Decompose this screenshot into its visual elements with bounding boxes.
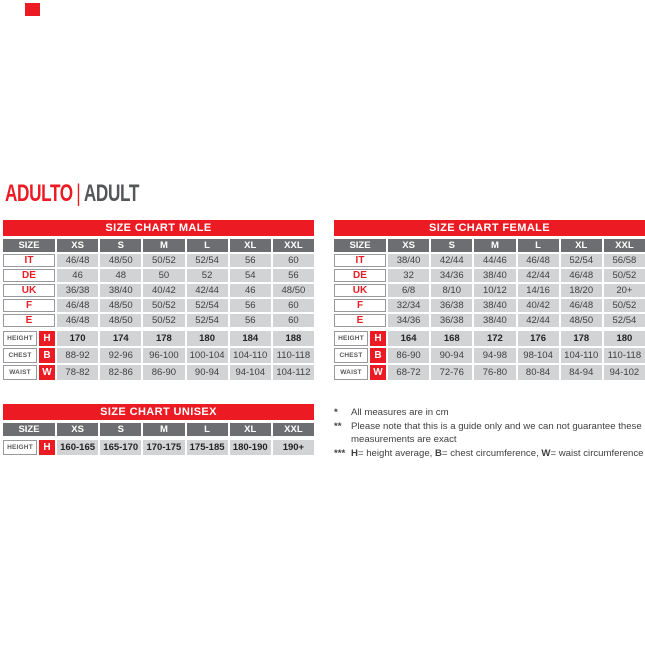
data-cell: 168 — [431, 331, 472, 346]
page-title-separator: | — [76, 180, 81, 207]
measure-badge: H — [39, 440, 55, 455]
data-cell: 84-94 — [561, 365, 602, 380]
data-cell: 52/54 — [187, 299, 228, 312]
data-cell: 88-92 — [57, 348, 98, 363]
data-cell: 90-94 — [187, 365, 228, 380]
column-header-cell: L — [518, 239, 559, 252]
footnote — [334, 447, 645, 460]
data-cell: 164 — [388, 331, 429, 346]
column-header-cell: XL — [561, 239, 602, 252]
column-header-cell: XL — [230, 423, 271, 436]
data-cell: 36/38 — [431, 299, 472, 312]
data-cell: 56/58 — [604, 254, 645, 267]
measure-grid — [3, 331, 314, 380]
row-label-cell: UK — [3, 284, 55, 297]
data-cell: 78-82 — [57, 365, 98, 380]
footnote — [334, 406, 645, 419]
size-chart-unisex-table — [3, 404, 314, 455]
data-cell: 104-112 — [273, 365, 314, 380]
data-cell: 42/44 — [431, 254, 472, 267]
data-cell: 56 — [273, 269, 314, 282]
measure-badge: H — [370, 331, 386, 346]
measure-label-cell: WAIST — [334, 365, 368, 380]
footnote — [334, 420, 645, 446]
data-cell: 175-185 — [187, 440, 228, 455]
data-cell: 96-100 — [143, 348, 184, 363]
column-header-cell: L — [187, 239, 228, 252]
size-grid — [3, 423, 314, 436]
data-cell: 76-80 — [474, 365, 515, 380]
column-header-cell: XS — [57, 239, 98, 252]
data-cell: 50/52 — [143, 314, 184, 327]
data-cell: 110-118 — [273, 348, 314, 363]
data-cell: 48/50 — [100, 254, 141, 267]
data-cell: 20+ — [604, 284, 645, 297]
measure-label-cell: HEIGHT — [3, 331, 37, 346]
column-header-cell: L — [187, 423, 228, 436]
data-cell: 8/10 — [431, 284, 472, 297]
data-cell: 46/48 — [57, 299, 98, 312]
data-cell: 52/54 — [604, 314, 645, 327]
data-cell: 38/40 — [474, 299, 515, 312]
data-cell: 54 — [230, 269, 271, 282]
footnote-marker: ** — [334, 421, 342, 432]
data-cell: 104-110 — [230, 348, 271, 363]
data-cell: 38/40 — [100, 284, 141, 297]
size-grid — [334, 239, 645, 327]
measure-label-cell: CHEST — [3, 348, 37, 363]
data-cell: 48/50 — [100, 314, 141, 327]
measure-grid — [334, 331, 645, 380]
data-cell: 32 — [388, 269, 429, 282]
row-label-cell: UK — [334, 284, 386, 297]
page-title-secondary: ADULT — [83, 180, 139, 207]
data-cell: 80-84 — [518, 365, 559, 380]
data-cell: 48/50 — [561, 314, 602, 327]
data-cell: 160-165 — [57, 440, 98, 455]
data-cell: 170-175 — [143, 440, 184, 455]
data-cell: 56 — [230, 314, 271, 327]
data-cell: 56 — [230, 254, 271, 267]
data-cell: 46/48 — [518, 254, 559, 267]
footnote-text: Please note that this is a guide only and we can not guarantee these measurements are exact — [351, 421, 642, 445]
data-cell: 190+ — [273, 440, 314, 455]
data-cell: 40/42 — [518, 299, 559, 312]
data-cell: 178 — [143, 331, 184, 346]
size-grid — [3, 239, 314, 327]
data-cell: 44/46 — [474, 254, 515, 267]
data-cell: 60 — [273, 299, 314, 312]
data-cell: 180-190 — [230, 440, 271, 455]
data-cell: 165-170 — [100, 440, 141, 455]
measure-grid — [3, 440, 314, 455]
data-cell: 50/52 — [143, 254, 184, 267]
column-header-cell: S — [431, 239, 472, 252]
footnote-marker: * — [334, 407, 338, 418]
measure-label-cell: HEIGHT — [3, 440, 37, 455]
data-cell: 104-110 — [561, 348, 602, 363]
data-cell: 10/12 — [474, 284, 515, 297]
data-cell: 52 — [187, 269, 228, 282]
data-cell: 82-86 — [100, 365, 141, 380]
table-title: SIZE CHART UNISEX — [3, 404, 314, 420]
data-cell: 52/54 — [187, 314, 228, 327]
row-label-cell: DE — [3, 269, 55, 282]
data-cell: 42/44 — [187, 284, 228, 297]
data-cell: 188 — [273, 331, 314, 346]
column-header-cell: XS — [388, 239, 429, 252]
column-header-cell: XL — [230, 239, 271, 252]
data-cell: 40/42 — [143, 284, 184, 297]
column-header-cell: M — [474, 239, 515, 252]
data-cell: 46/48 — [57, 314, 98, 327]
row-label-cell: E — [3, 314, 55, 327]
measure-label-cell: CHEST — [334, 348, 368, 363]
data-cell: 46/48 — [561, 299, 602, 312]
data-cell: 36/38 — [431, 314, 472, 327]
data-cell: 46 — [57, 269, 98, 282]
size-chart-male-table — [3, 220, 314, 380]
data-cell: 100-104 — [187, 348, 228, 363]
size-chart-female-table — [334, 220, 645, 380]
data-cell: 56 — [230, 299, 271, 312]
column-header-cell: M — [143, 239, 184, 252]
data-cell: 38/40 — [474, 314, 515, 327]
data-cell: 94-102 — [604, 365, 645, 380]
data-cell: 170 — [57, 331, 98, 346]
measure-label-cell: HEIGHT — [334, 331, 368, 346]
column-header-cell: S — [100, 423, 141, 436]
data-cell: 72-76 — [431, 365, 472, 380]
measure-badge: B — [370, 348, 386, 363]
data-cell: 180 — [187, 331, 228, 346]
row-label-cell: F — [334, 299, 386, 312]
measure-badge: W — [39, 365, 55, 380]
data-cell: 14/16 — [518, 284, 559, 297]
data-cell: 50/52 — [604, 269, 645, 282]
table-title: SIZE CHART FEMALE — [334, 220, 645, 236]
row-label-cell: IT — [3, 254, 55, 267]
data-cell: 94-98 — [474, 348, 515, 363]
data-cell: 34/36 — [388, 314, 429, 327]
column-header-cell: XXL — [604, 239, 645, 252]
data-cell: 46 — [230, 284, 271, 297]
data-cell: 48/50 — [100, 299, 141, 312]
data-cell: 178 — [561, 331, 602, 346]
column-header-cell: M — [143, 423, 184, 436]
column-header-cell: XS — [57, 423, 98, 436]
page-title-primary: ADULTO — [5, 180, 73, 207]
column-header-cell: XXL — [273, 423, 314, 436]
data-cell: 86-90 — [388, 348, 429, 363]
footnotes — [334, 406, 645, 461]
size-header-cell: SIZE — [334, 239, 386, 252]
measure-badge: W — [370, 365, 386, 380]
row-label-cell: DE — [334, 269, 386, 282]
data-cell: 42/44 — [518, 314, 559, 327]
data-cell: 174 — [100, 331, 141, 346]
data-cell: 18/20 — [561, 284, 602, 297]
data-cell: 52/54 — [187, 254, 228, 267]
measure-badge: H — [39, 331, 55, 346]
footnote-marker: *** — [334, 448, 346, 459]
footnote-text: All measures are in cm — [351, 407, 449, 418]
column-header-cell: XXL — [273, 239, 314, 252]
data-cell: 60 — [273, 314, 314, 327]
data-cell: 38/40 — [388, 254, 429, 267]
data-cell: 46/48 — [561, 269, 602, 282]
size-header-cell: SIZE — [3, 239, 55, 252]
row-label-cell: IT — [334, 254, 386, 267]
data-cell: 36/38 — [57, 284, 98, 297]
data-cell: 180 — [604, 331, 645, 346]
data-cell: 86-90 — [143, 365, 184, 380]
data-cell: 172 — [474, 331, 515, 346]
data-cell: 6/8 — [388, 284, 429, 297]
data-cell: 48 — [100, 269, 141, 282]
data-cell: 52/54 — [561, 254, 602, 267]
data-cell: 68-72 — [388, 365, 429, 380]
row-label-cell: F — [3, 299, 55, 312]
data-cell: 98-104 — [518, 348, 559, 363]
measure-badge: B — [39, 348, 55, 363]
size-header-cell: SIZE — [3, 423, 55, 436]
data-cell: 50 — [143, 269, 184, 282]
data-cell: 32/34 — [388, 299, 429, 312]
row-label-cell: E — [334, 314, 386, 327]
footnote-text: H= height average, B= chest circumference, W= waist circumference — [351, 448, 644, 459]
data-cell: 50/52 — [143, 299, 184, 312]
column-header-cell: S — [100, 239, 141, 252]
data-cell: 48/50 — [273, 284, 314, 297]
data-cell: 90-94 — [431, 348, 472, 363]
data-cell: 42/44 — [518, 269, 559, 282]
measure-label-cell: WAIST — [3, 365, 37, 380]
data-cell: 110-118 — [604, 348, 645, 363]
data-cell: 184 — [230, 331, 271, 346]
table-title: SIZE CHART MALE — [3, 220, 314, 236]
data-cell: 38/40 — [474, 269, 515, 282]
data-cell: 92-96 — [100, 348, 141, 363]
data-cell: 34/36 — [431, 269, 472, 282]
red-marker — [25, 3, 40, 16]
page-title — [5, 180, 139, 208]
data-cell: 94-104 — [230, 365, 271, 380]
data-cell: 60 — [273, 254, 314, 267]
data-cell: 50/52 — [604, 299, 645, 312]
data-cell: 46/48 — [57, 254, 98, 267]
data-cell: 176 — [518, 331, 559, 346]
